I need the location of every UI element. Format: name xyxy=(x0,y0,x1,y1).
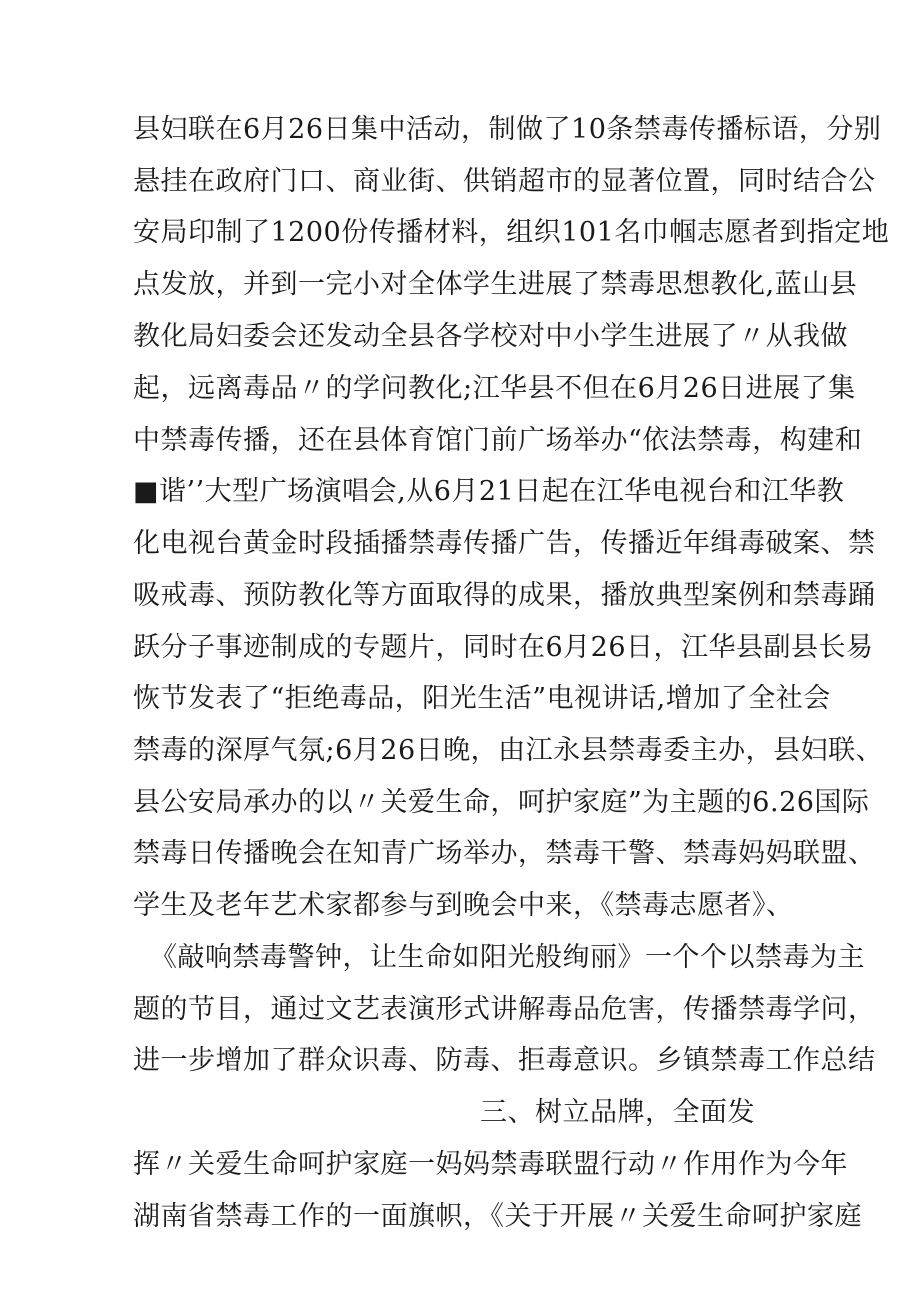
section-heading: 三、树立品牌，全面发 xyxy=(480,1097,755,1128)
text-line: 中禁毒传播，还在县体育馆门前广场举办“依法禁毒，构建和 xyxy=(133,425,863,456)
text-line: 挥〃关爱生命呵护家庭一妈妈禁毒联盟行动〃作用作为今年 xyxy=(133,1149,848,1180)
text-line: 禁毒日传播晚会在知青广场举办，禁毒干警、禁毒妈妈联盟、 xyxy=(133,838,876,869)
text-line: 跃分子事迹制成的专题片，同时在6月26日，江华县副县长易 xyxy=(133,632,874,663)
text-line: 教化局妇委会还发动全县各学校对中小学生进展了〃从我做 xyxy=(133,321,848,352)
text-line: 化电视台黄金时段插播禁毒传播广告，传播近年缉毒破案、禁 xyxy=(133,528,876,559)
text-line: 题的节目，通过文艺表演形式讲解毒品危害，传播禁毒学问， xyxy=(133,994,876,1025)
text-line: 湖南省禁毒工作的一面旗帜，《关于开展〃关爱生命呵护家庭 xyxy=(133,1201,862,1232)
text-line: 《敲响禁毒警钟，让生命如阳光般绚丽》一个个以禁毒为主 xyxy=(150,942,865,973)
text-line: 县妇联在6月26日集中活动，制做了10条禁毒传播标语，分别 xyxy=(133,114,882,145)
text-line: 悬挂在政府门口、商业街、供销超市的显著位置，同时结合公 xyxy=(133,166,876,197)
text-line: 恢节发表了“拒绝毒品，阳光生活”电视讲话,增加了全社会 xyxy=(133,683,831,714)
text-line: 学生及老年艺术家都参与到晚会中来，《禁毒志愿者》、 xyxy=(133,890,794,921)
text-line: 吸戒毒、预防教化等方面取得的成果，播放典型案例和禁毒踊 xyxy=(133,580,876,611)
text-line: 进一步增加了群众识毒、防毒、拒毒意识。乡镇禁毒工作总结 xyxy=(133,1045,876,1076)
text-line: 起，远离毒品〃的学问教化;江华县不但在6月26日进展了集 xyxy=(133,373,856,404)
text-line: 安局印制了1200份传播材料，组织101名巾帼志愿者到指定地 xyxy=(133,217,890,248)
text-line: ■谐’’大型广场演唱会,从6月21日起在江华电视台和江华教 xyxy=(133,476,845,507)
text-line: 县公安局承办的以〃关爱生命，呵护家庭”为主题的6.26国际 xyxy=(133,787,870,818)
text-line: 禁毒的深厚气氛;6月26日晚，由江永县禁毒委主办，县妇联、 xyxy=(133,735,884,766)
text-line: 点发放，并到一完小对全体学生进展了禁毒思想教化,蓝山县 xyxy=(133,269,858,300)
